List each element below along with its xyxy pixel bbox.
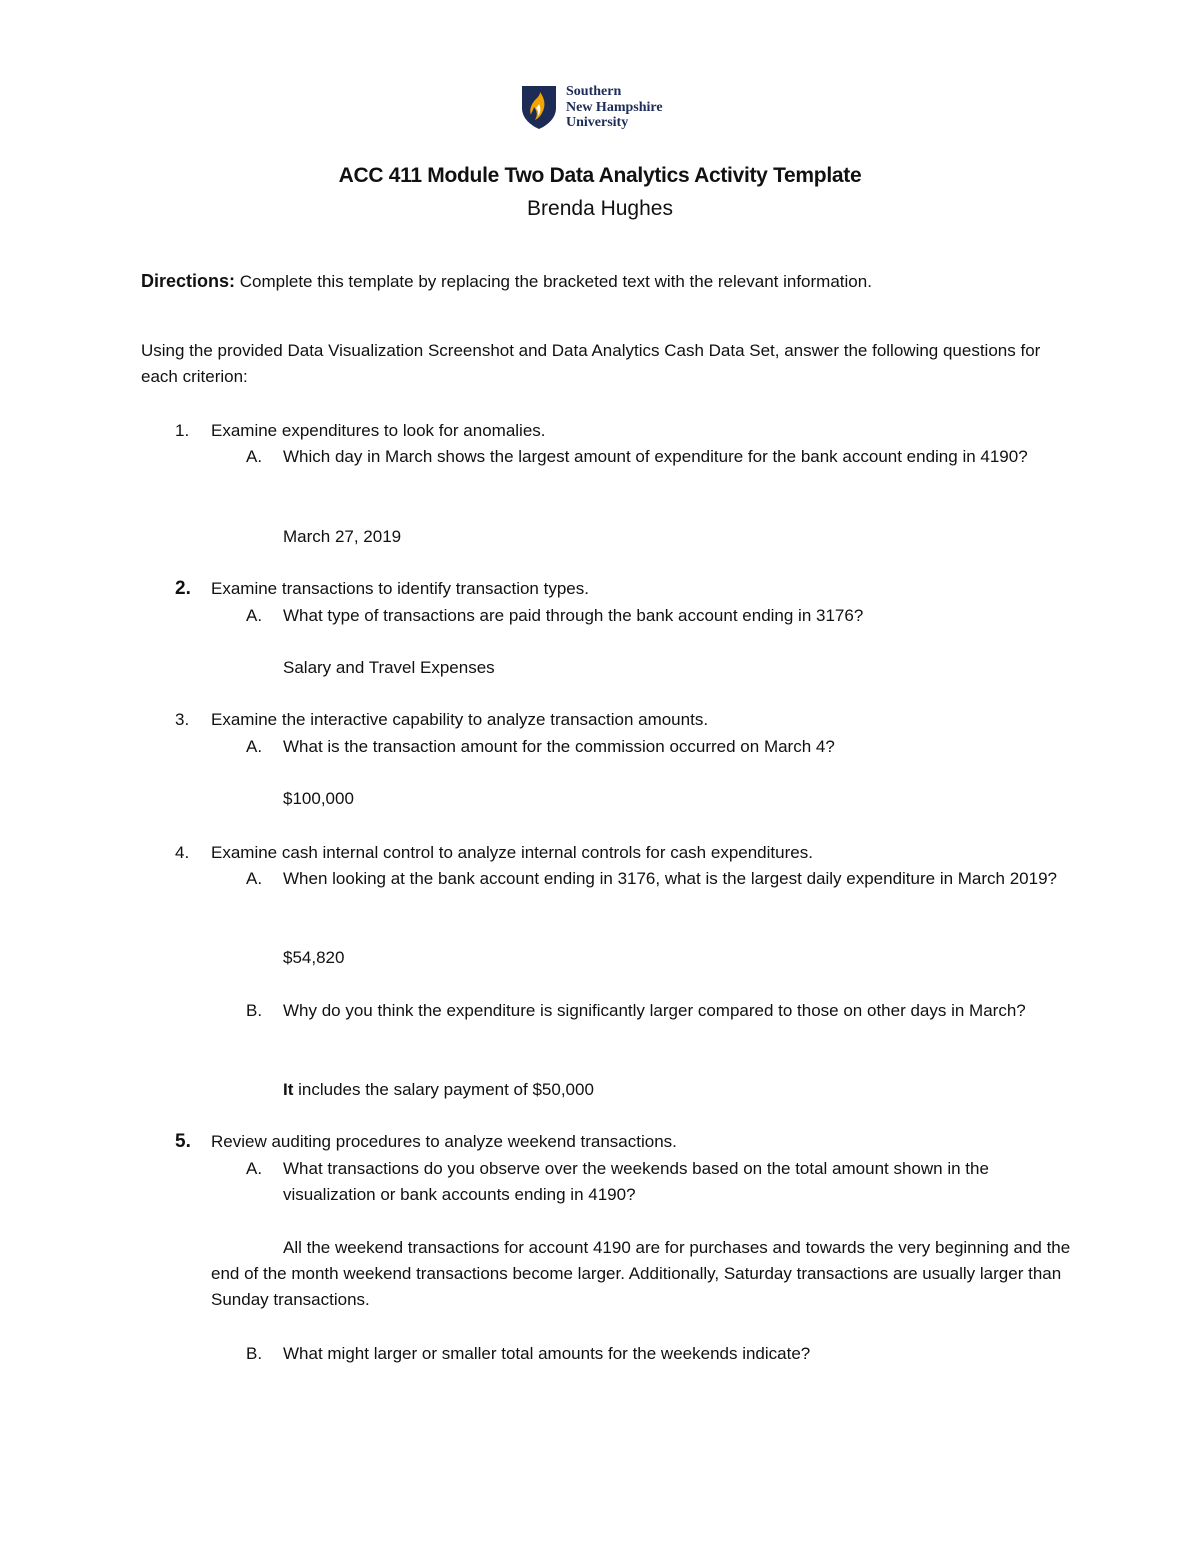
directions-label: Directions: — [141, 271, 236, 291]
shield-flame-icon — [520, 84, 558, 130]
criterion-2-number: 2. — [175, 578, 191, 599]
criterion-3-answer-a: $100,000 — [283, 789, 354, 808]
criterion-4-text: Examine cash internal control to analyze internal controls for cash expenditures. — [211, 843, 813, 862]
criterion-1-question-a: Which day in March shows the largest amount of expenditure for the bank account ending in 4190? — [283, 447, 1028, 466]
criterion-4-question-a: When looking at the bank account ending in 3176, what is the largest daily expenditure in March 2019? — [283, 869, 1057, 888]
criterion-4-question-b-letter: B. — [246, 1001, 263, 1020]
document-title: ACC 411 Module Two Data Analytics Activity Template — [338, 164, 862, 187]
snhu-logo — [520, 84, 663, 131]
directions — [141, 268, 872, 295]
criterion-4-answer-a: $54,820 — [283, 948, 345, 967]
intro-paragraph: Using the provided Data Visualization Screenshot and Data Analytics Cash Data Set, answer the following questions for each criterion: — [141, 341, 1041, 386]
logo-line-3: University — [566, 115, 629, 130]
criterion-1-answer-a: March 27, 2019 — [283, 527, 402, 546]
criterion-4-answer-b-bold: It — [283, 1080, 294, 1099]
criterion-5-question-a-letter: A. — [246, 1159, 263, 1178]
criterion-4-answer-b-rest: includes the salary payment of $50,000 — [293, 1080, 594, 1099]
author-name: Brenda Hughes — [527, 197, 673, 220]
criterion-4-question-a-letter: A. — [246, 869, 263, 888]
criterion-2-question-a-letter: A. — [246, 606, 263, 625]
criterion-4-question-b: Why do you think the expenditure is significantly larger compared to those on other days in March? — [283, 1001, 1026, 1020]
criterion-3-text: Examine the interactive capability to analyze transaction amounts. — [211, 710, 709, 729]
criterion-3-question-a-letter: A. — [246, 737, 263, 756]
criterion-5-answer-a: All the weekend transactions for account 4190 are for purchases and towards the very beginning and the end of the month weekend transactions become larger. Additionally, Saturday transactions are usually larger than Sunday transactions. — [211, 1238, 1071, 1309]
criterion-5-question-a: What transactions do you observe over the weekends based on the total amount shown in the visualization or bank accounts ending in 4190? — [283, 1159, 989, 1204]
directions-text: Complete this template by replacing the bracketed text with the relevant information. — [235, 272, 872, 291]
criterion-1-number: 1. — [175, 421, 190, 440]
criterion-3-number: 3. — [175, 710, 190, 729]
criterion-3-question-a: What is the transaction amount for the commission occurred on March 4? — [283, 737, 835, 756]
criterion-1-question-a-letter: A. — [246, 447, 263, 466]
criterion-4-number: 4. — [175, 843, 190, 862]
logo-line-2: New Hampshire — [566, 99, 663, 115]
criterion-2-text: Examine transactions to identify transaction types. — [211, 579, 589, 598]
university-name — [566, 84, 663, 131]
criterion-5-number: 5. — [175, 1131, 191, 1152]
criterion-2-answer-a: Salary and Travel Expenses — [283, 658, 495, 677]
logo-line-1: Southern — [566, 84, 622, 99]
criterion-1-text: Examine expenditures to look for anomalies. — [211, 421, 546, 440]
criterion-2-question-a: What type of transactions are paid through the bank account ending in 3176? — [283, 606, 864, 625]
criterion-4-answer-b — [283, 1077, 594, 1103]
criterion-5-question-b-letter: B. — [246, 1344, 263, 1363]
criterion-5-text: Review auditing procedures to analyze weekend transactions. — [211, 1132, 677, 1151]
criterion-5-question-b: What might larger or smaller total amounts for the weekends indicate? — [283, 1344, 811, 1363]
